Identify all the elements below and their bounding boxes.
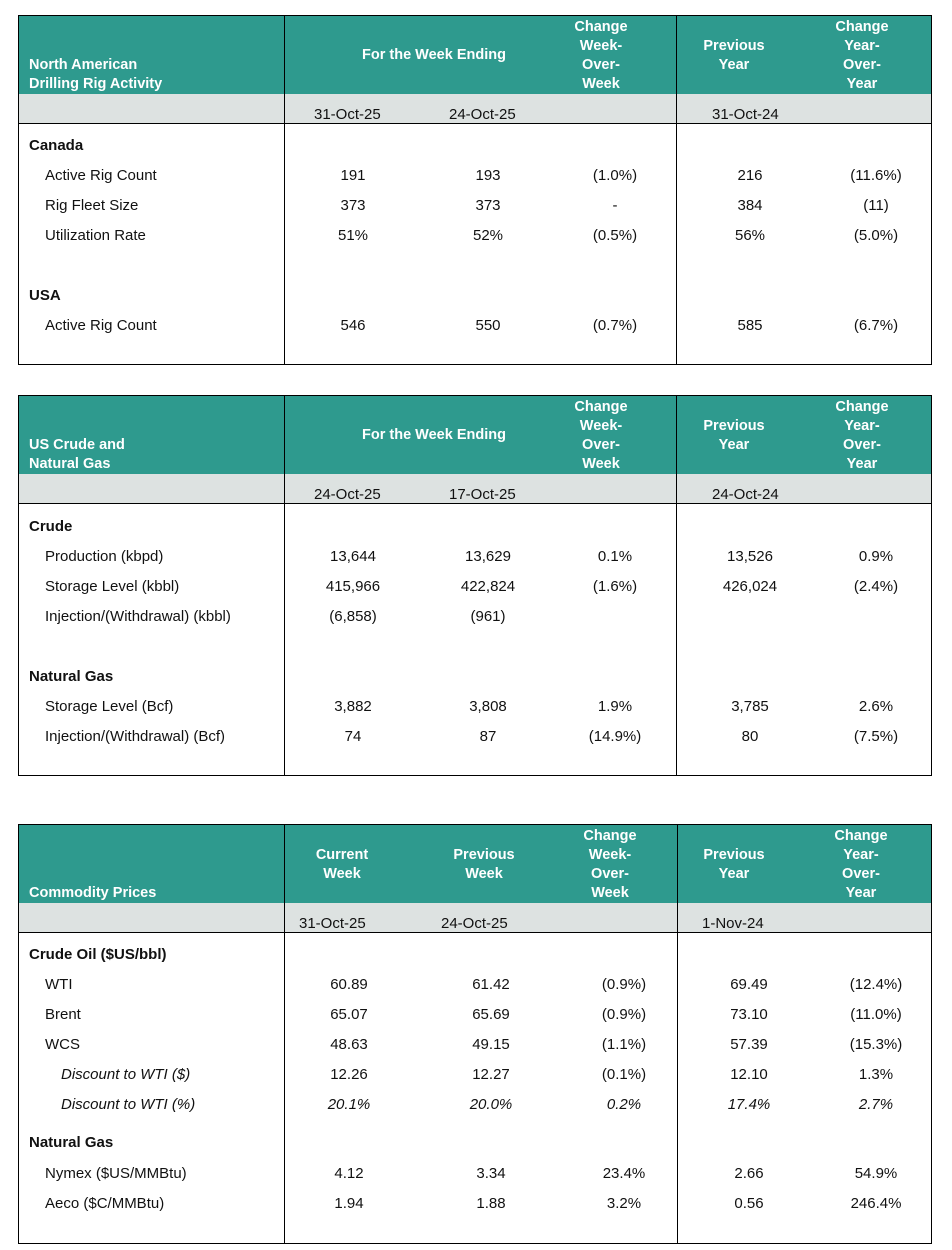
cell: 12.27 xyxy=(472,1066,510,1083)
date-prev-year: 24-Oct-24 xyxy=(712,486,779,503)
cell: 54.9% xyxy=(854,1165,898,1182)
previous-week-header: Previous Week xyxy=(453,847,515,882)
cell: 73.10 xyxy=(730,1006,768,1023)
yoy-header: Change Year- Over- Year xyxy=(835,19,889,92)
row-label: Injection/(Withdrawal) (kbbl) xyxy=(45,608,231,625)
table-title: North American Drilling Rig Activity xyxy=(29,57,163,92)
cell: (6.7%) xyxy=(853,317,899,334)
cell: 17.4% xyxy=(727,1096,771,1113)
cell: 60.89 xyxy=(330,976,368,993)
table-title: US Crude and Natural Gas xyxy=(29,437,125,472)
cell: 3.34 xyxy=(476,1165,506,1182)
cell: (0.9%) xyxy=(601,976,647,993)
prev-year-header: Previous Year xyxy=(703,847,765,882)
row-label: WCS xyxy=(45,1036,80,1053)
cell: (961) xyxy=(470,608,506,625)
cell: (0.9%) xyxy=(601,1006,647,1023)
cell: 216 xyxy=(737,167,763,184)
wow-header: Change Week- Over- Week xyxy=(574,399,628,472)
row-label: Storage Level (kbbl) xyxy=(45,578,180,595)
cell: 12.10 xyxy=(730,1066,768,1083)
cell: 87 xyxy=(479,728,497,745)
cell: 51% xyxy=(337,227,369,244)
cell: 3,808 xyxy=(469,698,507,715)
date-previous: 24-Oct-25 xyxy=(441,915,508,932)
row-label: Aeco ($C/MMBtu) xyxy=(45,1195,165,1212)
cell: 1.9% xyxy=(597,698,633,715)
cell: 65.69 xyxy=(472,1006,510,1023)
row-label: Brent xyxy=(45,1006,81,1023)
prev-year-header: Previous Year xyxy=(703,38,765,73)
date-current: 31-Oct-25 xyxy=(299,915,366,932)
cell: 415,966 xyxy=(325,578,381,595)
cell: 384 xyxy=(737,197,763,214)
cell: (0.1%) xyxy=(601,1066,647,1083)
prev-year-header: Previous Year xyxy=(703,418,765,453)
table-title: Commodity Prices xyxy=(29,885,157,901)
row-label: Discount to WTI ($) xyxy=(61,1066,191,1083)
yoy-header: Change Year- Over- Year xyxy=(835,399,889,472)
cell: (12.4%) xyxy=(849,976,903,993)
cell: 20.1% xyxy=(327,1096,371,1113)
cell: 426,024 xyxy=(722,578,778,595)
row-label: Discount to WTI (%) xyxy=(61,1096,196,1113)
section-title: Crude xyxy=(29,518,73,535)
cell: (2.4%) xyxy=(853,578,899,595)
crude-gas-table xyxy=(18,395,932,776)
cell: 3.2% xyxy=(606,1195,642,1212)
cell: 0.56 xyxy=(734,1195,764,1212)
cell: 585 xyxy=(737,317,763,334)
cell: 20.0% xyxy=(469,1096,513,1113)
cell: - xyxy=(612,197,618,214)
cell: 546 xyxy=(340,317,366,334)
cell: 0.9% xyxy=(858,548,894,565)
cell: (6,858) xyxy=(329,608,377,625)
cell: 65.07 xyxy=(330,1006,368,1023)
cell: (0.7%) xyxy=(592,317,638,334)
cell: 0.2% xyxy=(606,1096,642,1113)
cell: 1.94 xyxy=(334,1195,364,1212)
cell: 373 xyxy=(340,197,366,214)
week-ending-header: For the Week Ending xyxy=(362,47,506,63)
cell: (15.3%) xyxy=(849,1036,903,1053)
cell: 246.4% xyxy=(850,1195,902,1212)
row-label: Injection/(Withdrawal) (Bcf) xyxy=(45,728,226,745)
row-label: Rig Fleet Size xyxy=(45,197,139,214)
cell: 80 xyxy=(741,728,759,745)
cell: 74 xyxy=(344,728,362,745)
date-previous: 24-Oct-25 xyxy=(449,106,516,123)
week-ending-header: For the Week Ending xyxy=(362,427,506,443)
cell: (0.5%) xyxy=(592,227,638,244)
cell: (1.0%) xyxy=(592,167,638,184)
cell: 2.6% xyxy=(858,698,894,715)
section-title: Canada xyxy=(29,137,84,154)
cell: 61.42 xyxy=(472,976,510,993)
section-title: USA xyxy=(29,287,61,304)
section-title: Natural Gas xyxy=(29,668,114,685)
row-label: Active Rig Count xyxy=(45,317,157,334)
date-current: 31-Oct-25 xyxy=(314,106,381,123)
row-label: Production (kbpd) xyxy=(45,548,164,565)
cell: 3,882 xyxy=(334,698,372,715)
cell: 373 xyxy=(475,197,501,214)
cell: 2.7% xyxy=(858,1096,894,1113)
cell: 4.12 xyxy=(334,1165,364,1182)
row-label: Utilization Rate xyxy=(45,227,146,244)
current-week-header: Current Week xyxy=(315,847,369,882)
cell: 191 xyxy=(340,167,366,184)
row-label: Storage Level (Bcf) xyxy=(45,698,174,715)
date-prev-year: 1-Nov-24 xyxy=(702,915,764,932)
cell: (1.6%) xyxy=(592,578,638,595)
cell: 422,824 xyxy=(460,578,516,595)
cell: 1.88 xyxy=(476,1195,506,1212)
cell: (5.0%) xyxy=(853,227,899,244)
yoy-header: Change Year- Over- Year xyxy=(834,828,888,901)
cell: 550 xyxy=(475,317,501,334)
cell: 56% xyxy=(734,227,766,244)
cell: (11) xyxy=(863,197,889,214)
date-current: 24-Oct-25 xyxy=(314,486,381,503)
section-title: Crude Oil ($US/bbl) xyxy=(29,946,167,963)
cell: (1.1%) xyxy=(601,1036,647,1053)
cell: (11.6%) xyxy=(850,167,902,184)
cell: 13,629 xyxy=(465,548,511,565)
cell: 193 xyxy=(475,167,501,184)
rig-activity-table xyxy=(18,15,932,365)
cell: 1.3% xyxy=(858,1066,894,1083)
cell: 13,644 xyxy=(330,548,376,565)
section-title: Natural Gas xyxy=(29,1134,114,1151)
cell: 48.63 xyxy=(330,1036,368,1053)
wow-header: Change Week- Over- Week xyxy=(574,19,628,92)
cell: 3,785 xyxy=(731,698,769,715)
cell: (7.5%) xyxy=(853,728,899,745)
cell: 49.15 xyxy=(472,1036,510,1053)
cell: 2.66 xyxy=(734,1165,764,1182)
row-label: Active Rig Count xyxy=(45,167,157,184)
wow-header: Change Week- Over- Week xyxy=(583,828,637,901)
commodity-prices-table xyxy=(18,824,932,1244)
cell: 12.26 xyxy=(330,1066,368,1083)
cell: 52% xyxy=(472,227,504,244)
row-label: WTI xyxy=(45,976,73,993)
cell: 57.39 xyxy=(730,1036,768,1053)
cell: 13,526 xyxy=(727,548,773,565)
cell: (14.9%) xyxy=(588,728,642,745)
cell: 0.1% xyxy=(597,548,633,565)
cell: 69.49 xyxy=(730,976,768,993)
date-previous: 17-Oct-25 xyxy=(449,486,516,503)
cell: 23.4% xyxy=(602,1165,646,1182)
cell: (11.0%) xyxy=(850,1006,902,1023)
row-label: Nymex ($US/MMBtu) xyxy=(45,1165,187,1182)
date-prev-year: 31-Oct-24 xyxy=(712,106,779,123)
